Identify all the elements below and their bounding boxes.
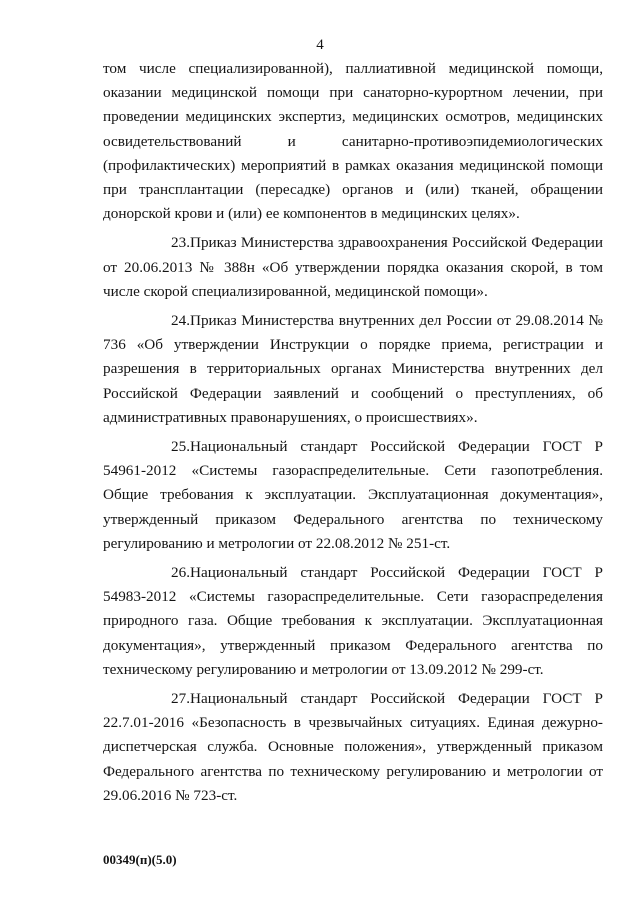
item-number: 26. (171, 564, 190, 582)
item-number: 24. (171, 312, 190, 330)
document-body (103, 57, 603, 813)
list-item-27 (103, 687, 603, 808)
list-item-24 (103, 309, 603, 430)
page-number: 4 (316, 37, 324, 53)
list-item-25 (103, 435, 603, 556)
item-text: Приказ Министерства здравоохранения Российской Федерации от 20.06.2013 № 388н «Об утверждении порядка оказания скорой, в том числе скорой специализированной, медицинской помощи». (103, 234, 603, 300)
document-code: 00349(п)(5.0) (103, 852, 177, 867)
item-text: Национальный стандарт Российской Федерации ГОСТ Р 22.7.01-2016 «Безопасность в чрезвычайных ситуациях. Единая дежурно-диспетчерская служба. Основные положения», утвержденный приказом Федерального агентства по техническому регулированию и метрологии от 29.06.2016 № 723-ст. (103, 690, 603, 804)
item-number: 23. (171, 234, 190, 252)
list-item-23 (103, 231, 603, 304)
list-item-26 (103, 561, 603, 682)
item-text: Национальный стандарт Российской Федерации ГОСТ Р 54983-2012 «Системы газораспределительные. Сети газораспределения природного газа. Общие требования к эксплуатации. Эксплуатационная документация», утвержденный приказом Федерального агентства по техническому регулированию и метрологии от 13.09.2012 № 299-ст. (103, 564, 603, 678)
item-text: Национальный стандарт Российской Федерации ГОСТ Р 54961-2012 «Системы газораспределительные. Сети газопотребления. Общие требования к эксплуатации. Эксплуатационная документация», утвержденный приказом Федерального агентства по техническому регулированию и метрологии от 22.08.2012 № 251-ст. (103, 438, 603, 552)
item-number: 27. (171, 690, 190, 708)
item-text: Приказ Министерства внутренних дел России от 29.08.2014 № 736 «Об утверждении Инструкции о порядке приема, регистрации и разрешения в территориальных органах Министерства внутренних дел Российской Федерации заявлений и сообщений о преступлениях, об административных правонарушениях, о происшествиях». (103, 312, 603, 426)
continuation-paragraph: том числе специализированной), паллиативной медицинской помощи, оказании медицинской помощи при санаторно-курортном лечении, при проведении медицинских экспертиз, медицинских осмотров, медицинских освидетельствований и санитарно-противоэпидемиологических (профилактических) мероприятий в рамках оказания медицинской помощи при трансплантации (пересадке) органов и (или) тканей, обращении донорской крови и (или) ее компонентов в медицинских целях». (103, 60, 603, 223)
item-number: 25. (171, 438, 190, 456)
